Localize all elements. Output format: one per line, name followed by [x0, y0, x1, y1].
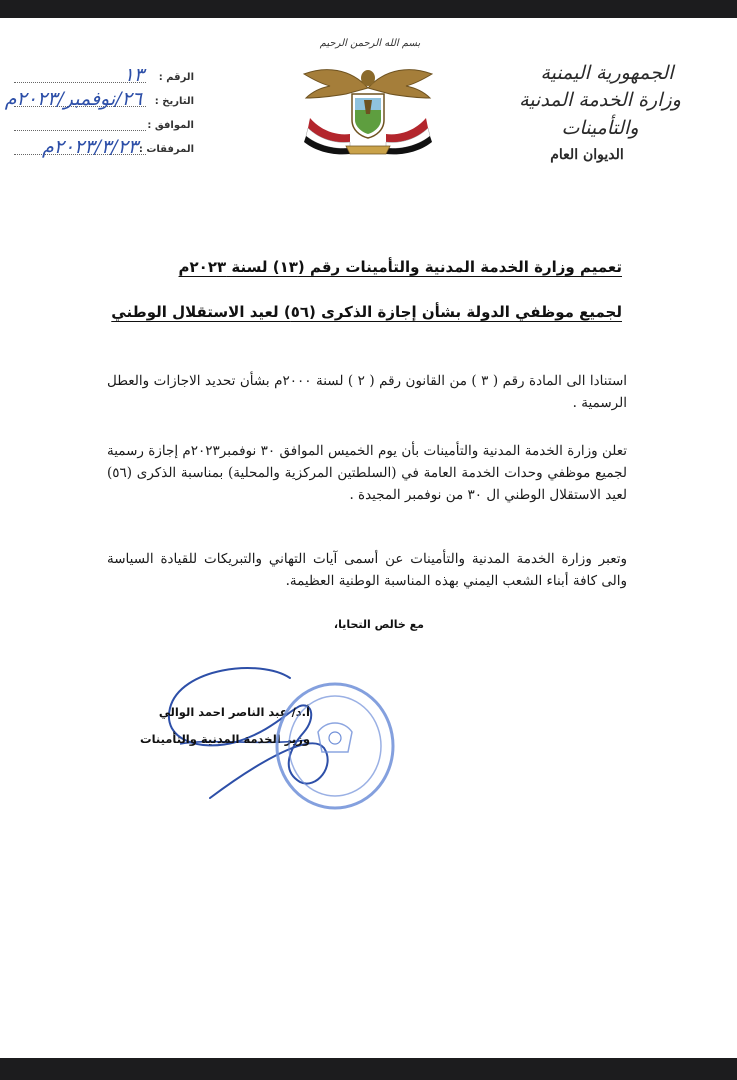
ref-attachments-row [14, 138, 194, 162]
top-bar [0, 0, 737, 18]
paragraph-announcement: تعلن وزارة الخدمة المدنية والتأمينات بأن يوم الخميس الموافق ٣٠ نوفمبر٢٠٢٣م إجازة رسمية لجميع موظفي وحدات الخدمة العامة في (السلطتين المركزية والمحلية) بمناسبة الذكرى (٥٦) لعيد الاستقلال الوطني ال ٣٠ من نوفمبر المجيدة . [107, 443, 627, 503]
reference-fields [4, 64, 194, 162]
ministry-name: وزارة الخدمة المدنية والتأمينات [519, 89, 681, 139]
ref-number-value: ١٣ [123, 64, 144, 86]
country-name: الجمهورية اليمنية [540, 62, 674, 84]
paragraph-legal-basis: استنادا الى المادة رقم ( ٣ ) من القانون رقم ( ٢ ) لسنة ٢٠٠٠م بشأن تحديد الاجازات والعطل الرسمية . [107, 373, 628, 411]
ref-date-row [4, 88, 194, 114]
circular-subtitle: لجميع موظفي الدولة بشأن إجازة الذكرى (٥٦) لعيد الاستقلال الوطني [111, 303, 622, 321]
signatory-name: أ.د/ عبد الناصر احمد الوالي [158, 705, 310, 719]
document-page [0, 18, 737, 1058]
ref-corresponding-row [14, 114, 194, 138]
circular-title: تعميم وزارة الخدمة المدنية والتأمينات رقم (١٣) لسنة ٢٠٢٣م [178, 258, 622, 276]
bottom-bar [0, 1058, 737, 1080]
signatory-title: وزير الخدمة المدنية والتأمينات [140, 732, 310, 746]
basmala: بسم الله الرحمن الرحيم [319, 38, 421, 49]
ref-date-value: ٢٦/نوفمبر/٢٠٢٣م [4, 88, 142, 110]
official-stamp [270, 676, 400, 816]
ref-date-label: التاريخ : [154, 96, 194, 107]
ref-attachments-label: المرفقات : [138, 144, 194, 155]
ref-number-row [14, 66, 194, 90]
ref-corresponding-label: الموافق : [147, 120, 194, 131]
closing-greeting: مع خالص التحايا، [333, 618, 424, 631]
paragraph-congratulations: وتعبر وزارة الخدمة المدنية والتأمينات عن أسمى آيات التهاني والتبريكات للقيادة السياسة والى كافة أبناء الشعب اليمني بهذه المناسبة الوطنية العظيمة. [107, 551, 627, 589]
yemen-emblem-icon [300, 58, 436, 158]
office-name: الديوان العام [550, 147, 624, 163]
ref-number-label: الرقم : [158, 72, 194, 83]
ministry-header [507, 60, 707, 168]
ref-attachments-value: ٢٠٢٣/٣/٢٣م [41, 136, 138, 158]
